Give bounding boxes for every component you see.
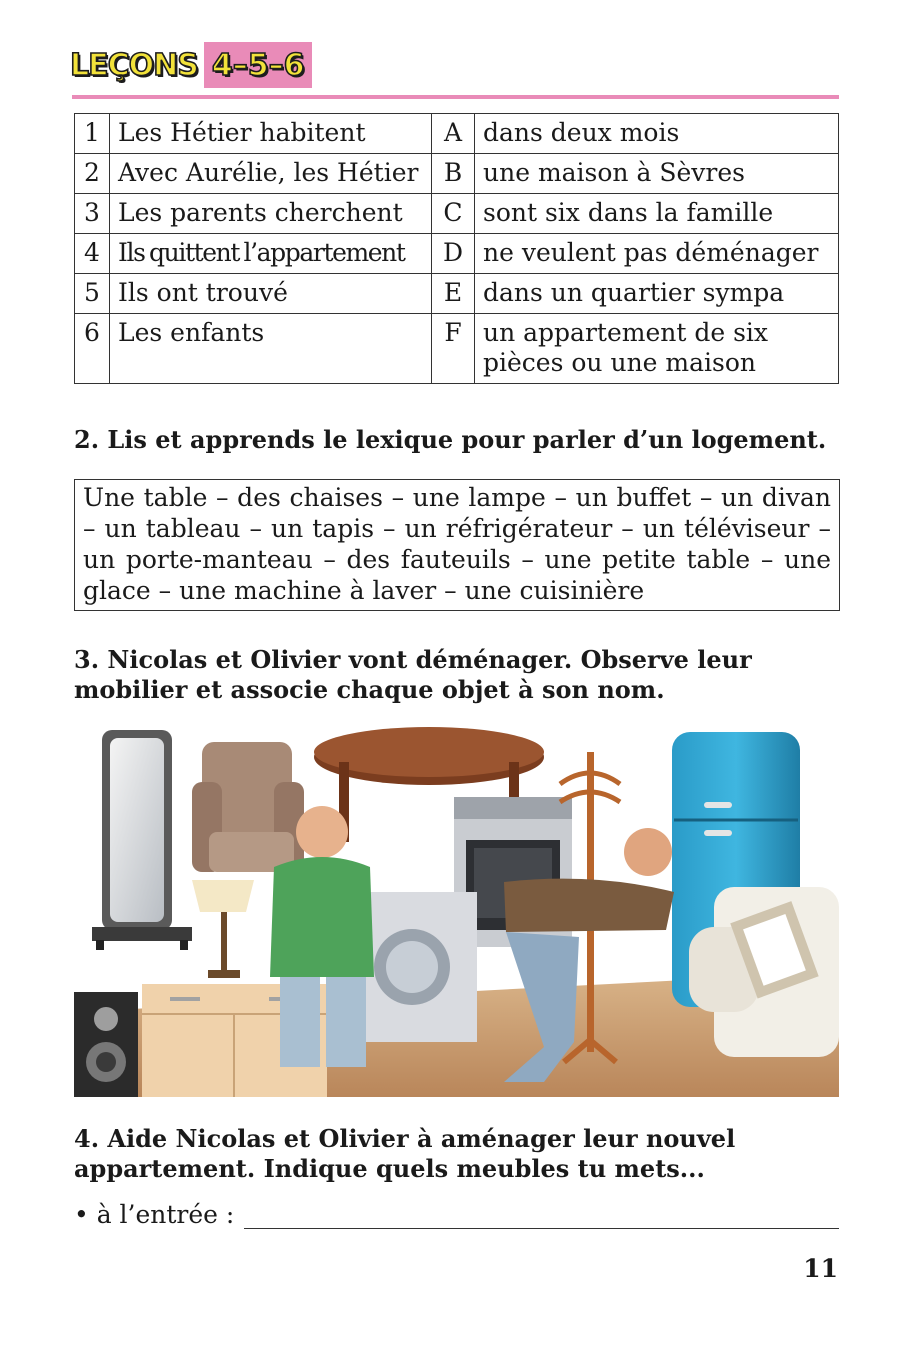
answer-blank[interactable] [244,1202,839,1229]
row-letter: D [432,234,475,274]
row-number: 2 [75,154,110,194]
row-number: 6 [75,314,110,384]
table-row [75,314,839,384]
table-row [75,274,839,314]
matching-table [74,113,839,384]
row-letter: A [432,114,475,154]
table-row [75,194,839,234]
lesson-numbers: 4–5–6 [204,42,313,88]
table-row [75,154,839,194]
row-number: 1 [75,114,110,154]
sentence-end: une maison à Sèvres [475,154,839,194]
sentence-start: Les parents cherchent [110,194,432,234]
header-rule [72,95,839,99]
sentence-start: Avec Aurélie, les Hétier [110,154,432,194]
sentence-end: dans un quartier sympa [475,274,839,314]
vocabulary-box: Une table – des chaises – une lampe – un buffet – un divan – un tableau – un tapis – un réfrigérateur – un téléviseur – un porte-manteau – des fauteuils – une petite table – une glace – une machine à laver – une cuisinière [74,479,840,611]
row-letter: E [432,274,475,314]
row-letter: F [432,314,475,384]
sentence-start: Les enfants [110,314,432,384]
sentence-end: ne veulent pas déménager [475,234,839,274]
sentence-start: Ils quittent l’appartement [110,234,432,274]
row-number: 4 [75,234,110,274]
lesson-header [70,42,312,88]
row-letter: C [432,194,475,234]
table-row [75,114,839,154]
row-number: 3 [75,194,110,234]
exercise-4-heading: 4. Aide Nicolas et Olivier à aménager leur nouvel appartement. Indique quels meubles tu mets... [74,1124,736,1183]
lesson-title: LEÇONS [70,47,198,83]
sentence-end: un appartement de six pièces ou une maison [475,314,839,384]
table-row [75,234,839,274]
page-number: 11 [803,1254,838,1283]
exercise-3-heading: 3. Nicolas et Olivier vont déménager. Observe leur mobilier et associe chaque objet à son nom. [74,645,752,704]
sentence-start: Les Hétier habitent [110,114,432,154]
standing-mirror [92,730,192,950]
speaker [74,992,138,1097]
washing-machine [359,892,477,1042]
row-letter: B [432,154,475,194]
sentence-end: sont six dans la famille [475,194,839,234]
furniture-photo [74,722,839,1097]
table-lamp [192,880,254,978]
armchair [192,742,304,872]
answer-line [74,1200,839,1229]
row-number: 5 [75,274,110,314]
bullet-entrance-label: • à l’entrée : [74,1200,235,1229]
exercise-2-heading: 2. Lis et apprends le lexique pour parler d’un logement. [74,425,827,454]
sentence-end: dans deux mois [475,114,839,154]
sentence-start: Ils ont trouvé [110,274,432,314]
